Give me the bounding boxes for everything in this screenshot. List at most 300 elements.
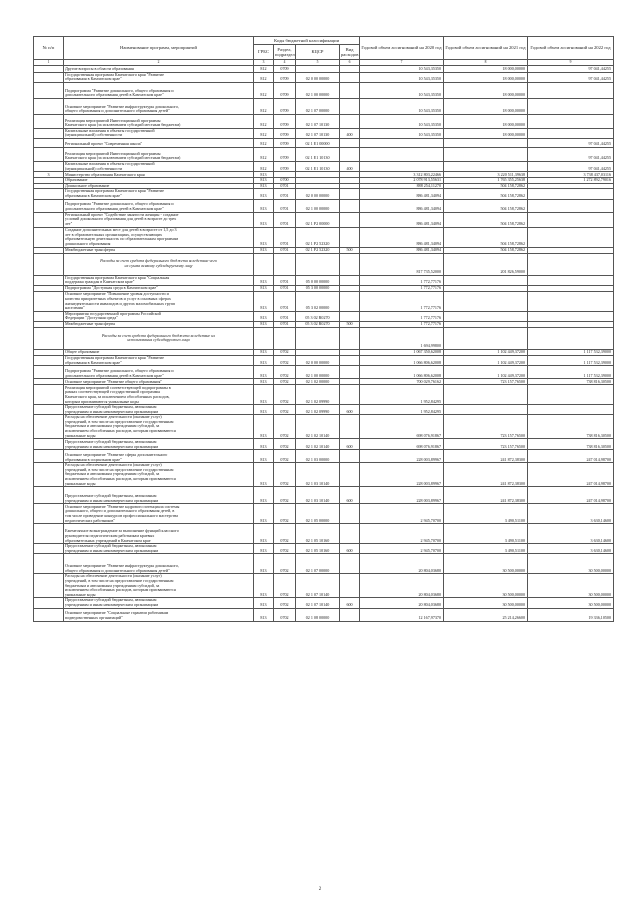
row-amount-2022: 3 630,14600 <box>528 544 614 554</box>
row-amount-2022: 247 014,98700 <box>528 487 614 504</box>
row-csr: 02 1 07 00000 <box>296 554 340 574</box>
row-number <box>34 65 64 72</box>
row-name <box>64 366 254 379</box>
name-line: исключением обособленных расходов, которым присваиваются <box>65 428 176 434</box>
name-line: Реализация мероприятий Инвестиционной программы <box>65 117 161 123</box>
name-line: Государственная программа Камчатского края "Развитие <box>65 72 164 77</box>
row-number <box>34 608 64 621</box>
name-line: Основное мероприятие "Развитие кадрового потенциала системы <box>65 503 180 509</box>
index-cell: 4 <box>274 60 296 66</box>
row-name <box>64 554 254 574</box>
table-row <box>34 98 614 114</box>
row-name <box>64 114 254 128</box>
row-amount-2022: 97 041,44255 <box>528 65 614 72</box>
row-csr: 02 1 07 10130 <box>296 128 340 138</box>
row-expense-type: 600 <box>340 544 360 554</box>
table-row <box>34 574 614 598</box>
row-grbs <box>254 253 274 275</box>
table-row <box>34 82 614 98</box>
row-amount-2020: 1 952,84295 <box>360 405 444 415</box>
name-line: Региональный проект "Современная школа" <box>65 141 143 147</box>
row-amount-2022 <box>528 405 614 415</box>
row-section: 0709 <box>274 114 296 128</box>
name-line: Предоставление субсидий бюджетным, автономным <box>65 404 157 410</box>
row-section: 0709 <box>274 98 296 114</box>
row-amount-2021: 3 220 511,39638 <box>444 172 528 178</box>
row-csr <box>296 327 340 349</box>
row-amount-2022: 3 630,14600 <box>528 504 614 524</box>
budget-table <box>33 36 614 622</box>
row-amount-2020: 2 078 913,55631 <box>360 178 444 184</box>
row-name <box>64 212 254 227</box>
row-grbs: 813 <box>254 275 274 285</box>
name-line: исключением обособленных расходов, которым присваиваются <box>65 476 176 482</box>
row-section: 0702 <box>274 385 296 405</box>
row-number <box>34 327 64 349</box>
table-row <box>34 161 614 171</box>
row-name <box>64 161 254 171</box>
name-line: исключением обособленных расходов, которым присваиваются <box>65 587 176 593</box>
table-row <box>34 608 614 621</box>
row-section: 0702 <box>274 487 296 504</box>
table-row <box>34 366 614 379</box>
row-number <box>34 355 64 365</box>
row-grbs: 813 <box>254 504 274 524</box>
row-grbs: 813 <box>254 247 274 253</box>
row-name <box>64 128 254 138</box>
row-amount-2022: 97 041,44255 <box>528 138 614 147</box>
row-amount-2021: 30 500,00000 <box>444 574 528 598</box>
name-line: руководителя педагогическим работникам краевых <box>65 533 155 539</box>
row-amount-2020: 886 481,34094 <box>360 247 444 253</box>
name-line: Камчатского края (за исключением субсидий местным бюджетам) <box>65 155 181 161</box>
row-amount-2020: 10 543,35350 <box>360 82 444 98</box>
row-csr: 02 1 02 10140 <box>296 439 340 450</box>
name-line: условий дошкольного образования для детей в возрасте до трех <box>65 216 177 222</box>
row-amount-2021: 241 872,38300 <box>444 450 528 463</box>
row-amount-2020: 12 167,97370 <box>360 608 444 621</box>
row-expense-type: 600 <box>340 598 360 608</box>
row-amount-2020: 1 066 806,62008 <box>360 366 444 379</box>
row-name <box>64 598 254 608</box>
row-amount-2020 <box>360 161 444 171</box>
row-csr: 02 1 P2 00000 <box>296 212 340 227</box>
row-name <box>64 574 254 598</box>
row-grbs: 813 <box>254 189 274 199</box>
row-section: 0702 <box>274 366 296 379</box>
name-line: учреждениям и иным некоммерческим организациям <box>65 601 159 607</box>
name-line: Основное мероприятие "Социальные гарантии работникам <box>65 610 169 616</box>
row-csr: 02 1 02 00000 <box>296 379 340 385</box>
row-amount-2021: 1 765 355,25638 <box>444 178 528 184</box>
row-amount-2021 <box>444 311 528 321</box>
row-section: 0709 <box>274 138 296 147</box>
row-grbs: 813 <box>254 450 274 463</box>
row-amount-2022 <box>528 227 614 247</box>
row-expense-type <box>340 327 360 349</box>
row-expense-type <box>340 98 360 114</box>
name-line: Образование <box>65 177 88 183</box>
name-line: дополнительного образования детей в Камчатском крае" <box>65 92 164 98</box>
row-expense-type: 600 <box>340 487 360 504</box>
row-amount-2020: 228 003,89967 <box>360 450 444 463</box>
row-name <box>64 275 254 285</box>
name-line: бюджетным и автономным учреждениям субсидий, за <box>65 582 160 588</box>
table-row <box>34 212 614 227</box>
name-line: дошкольного, общего и дополнительного образования детей, в <box>65 508 175 514</box>
table-row <box>34 253 614 275</box>
name-line: Реализация мероприятий соответствующей подпрограммы в <box>65 384 171 390</box>
row-amount-2020: 3 312 803,22466 <box>360 172 444 178</box>
row-expense-type <box>340 253 360 275</box>
row-name <box>64 487 254 504</box>
row-amount-2021: 30 500,00000 <box>444 598 528 608</box>
table-row <box>34 199 614 212</box>
row-expense-type <box>340 291 360 311</box>
row-expense-type <box>340 72 360 82</box>
row-amount-2020: 20 804,03680 <box>360 554 444 574</box>
row-csr: 02 1 E1 10130 <box>296 147 340 161</box>
row-grbs: 813 <box>254 487 274 504</box>
row-expense-type <box>340 554 360 574</box>
name-line: которым присваиваются уникальные коды <box>65 398 139 404</box>
row-grbs: 812 <box>254 82 274 98</box>
row-section: 0702 <box>274 405 296 415</box>
row-number <box>34 72 64 82</box>
row-amount-2020: 1 772,77176 <box>360 291 444 311</box>
header-year-2020: Годовой объем ассигнований на 2020 год <box>360 37 444 60</box>
table-row <box>34 463 614 487</box>
name-line: образования в социальном крае" <box>65 456 122 462</box>
row-section: 0709 <box>274 147 296 161</box>
row-amount-2020: 10 543,35350 <box>360 98 444 114</box>
row-grbs: 813 <box>254 415 274 439</box>
row-amount-2022: 19 336,10500 <box>528 608 614 621</box>
name-line: Камчатского края, за исключением обособленных расходов, <box>65 393 170 399</box>
row-amount-2022: 738 816,30500 <box>528 415 614 439</box>
row-number <box>34 227 64 247</box>
row-csr: 05 3 02 R0270 <box>296 311 340 321</box>
name-line: общего образования и дополнительного образования детей" <box>65 108 170 114</box>
row-amount-2020: 700 029,76162 <box>360 379 444 385</box>
table-row <box>34 544 614 554</box>
name-line: лет в образовательных организациях, осуществляющих <box>65 231 163 237</box>
row-csr <box>296 253 340 275</box>
row-csr: 02 1 00 00000 <box>296 82 340 98</box>
name-line: Предоставление субсидий бюджетным, автономным <box>65 597 157 603</box>
header-section: Раздел, подраздел <box>274 45 296 60</box>
row-grbs: 813 <box>254 311 274 321</box>
row-section <box>274 253 296 275</box>
row-amount-2020: 10 543,35350 <box>360 128 444 138</box>
row-number <box>34 366 64 379</box>
row-amount-2020: 228 003,89967 <box>360 487 444 504</box>
name-line: Расходы на обеспечение деятельности (оказание услуг) <box>65 414 162 420</box>
row-name <box>64 415 254 439</box>
row-section: 0709 <box>274 65 296 72</box>
row-grbs: 813 <box>254 291 274 311</box>
name-line: Подпрограмма "Развитие дошкольного, общего образования и <box>65 87 174 93</box>
row-amount-2021: 3 490,51100 <box>444 544 528 554</box>
name-line: Расходы на обеспечение деятельности (оказание услуг) <box>65 462 162 468</box>
row-expense-type <box>340 366 360 379</box>
row-amount-2022: 97 041,44255 <box>528 161 614 171</box>
row-number <box>34 544 64 554</box>
row-grbs: 812 <box>254 65 274 72</box>
name-line: образовательных учреждений в Камчатском крае <box>65 537 151 543</box>
row-amount-2021: 504 158,72862 <box>444 199 528 212</box>
header-number: № п/п <box>34 37 64 60</box>
row-name <box>64 311 254 321</box>
row-expense-type: 500 <box>340 321 360 327</box>
row-expense-type <box>340 524 360 544</box>
name-line: качества приоритетных объектов и услуг в основных сферах <box>65 295 171 301</box>
row-section: 0702 <box>274 450 296 463</box>
row-amount-2020: 886 481,34094 <box>360 189 444 199</box>
row-grbs: 813 <box>254 379 274 385</box>
row-amount-2022 <box>528 253 614 275</box>
row-number <box>34 598 64 608</box>
name-line: Подпрограмма "Развитие дошкольного, общего образования и <box>65 201 174 207</box>
row-name <box>64 138 254 147</box>
row-amount-2022: 30 500,00000 <box>528 554 614 574</box>
row-amount-2020: 1 772,77176 <box>360 275 444 285</box>
row-amount-2020: 698 076,91867 <box>360 415 444 439</box>
name-line: Расходы на обеспечение деятельности (оказание услуг) <box>65 573 162 579</box>
row-amount-2020: 1 952,84295 <box>360 385 444 405</box>
note-line: Расходы за счет средств федерального бюджета вследствие их <box>101 332 216 338</box>
row-amount-2022 <box>528 98 614 114</box>
name-line: учреждениям и иным некоммерческим организациям <box>65 408 159 414</box>
row-amount-2022: 1 272 892,79016 <box>528 178 614 184</box>
row-number <box>34 147 64 161</box>
row-section: 0709 <box>274 128 296 138</box>
row-amount-2020: 1 694,99800 <box>360 327 444 349</box>
row-amount-2021: 1 102 449,37200 <box>444 355 528 365</box>
header-name: Наименование программ, мероприятий <box>64 37 254 60</box>
row-amount-2022 <box>528 114 614 128</box>
row-number <box>34 504 64 524</box>
row-grbs: 813 <box>254 608 274 621</box>
row-amount-2022: 97 041,44255 <box>528 147 614 161</box>
row-csr: 02 1 07 00000 <box>296 98 340 114</box>
row-number <box>34 161 64 171</box>
row-section: 0702 <box>274 349 296 355</box>
row-amount-2021: 18 000,00000 <box>444 114 528 128</box>
row-grbs: 812 <box>254 98 274 114</box>
row-amount-2020: 20 804,03680 <box>360 574 444 598</box>
name-line: том числе проведение конкурсов профессионального мастерства <box>65 513 178 519</box>
row-csr: 02 1 05 00000 <box>296 504 340 524</box>
name-line: Министерство образования Камчатского края <box>65 171 145 177</box>
row-grbs: 813 <box>254 366 274 379</box>
row-number <box>34 253 64 275</box>
row-amount-2022 <box>528 275 614 285</box>
row-amount-2022: 97 041,44255 <box>528 72 614 82</box>
row-grbs: 813 <box>254 227 274 247</box>
name-line: учреждений, в том числе на предоставление государственным <box>65 578 174 583</box>
row-amount-2021: 30 500,00000 <box>444 554 528 574</box>
row-expense-type <box>340 311 360 321</box>
row-amount-2022 <box>528 199 614 212</box>
row-amount-2022 <box>528 128 614 138</box>
name-line: (муниципальной) собственности <box>65 165 123 171</box>
name-line: Камчатского края (за исключением субсидий местным бюджетам) <box>65 122 181 128</box>
name-line: Предоставление субсидий бюджетным, автономным <box>65 439 157 445</box>
row-grbs: 812 <box>254 114 274 128</box>
budget-table-sheet <box>33 36 613 622</box>
row-grbs <box>254 327 274 349</box>
index-cell: 6 <box>340 60 360 66</box>
row-amount-2020: 1 772,77176 <box>360 311 444 321</box>
row-section: 0702 <box>274 524 296 544</box>
row-expense-type <box>340 199 360 212</box>
row-number <box>34 574 64 598</box>
name-line: Региональный проект "Содействие занятости женщин - создание <box>65 212 179 217</box>
row-amount-2021 <box>444 405 528 415</box>
row-amount-2020: 1 067 350,62008 <box>360 349 444 355</box>
name-line: Реализация мероприятий Инвестиционной программы <box>65 150 161 156</box>
row-csr: 05 3 02 R0270 <box>296 321 340 327</box>
row-expense-type <box>340 574 360 598</box>
row-csr: 02 1 02 09990 <box>296 385 340 405</box>
row-number <box>34 385 64 405</box>
row-number <box>34 128 64 138</box>
name-line: образования в Камчатском крае" <box>65 192 122 198</box>
row-expense-type <box>340 608 360 621</box>
name-line: Основное мероприятие "Развитие инфраструктуры дошкольного, <box>65 103 180 109</box>
name-line: учреждениям и иным некоммерческим организациям <box>65 497 159 503</box>
row-csr: 02 1 03 10140 <box>296 463 340 487</box>
name-line: Подпрограмма "Развитие дошкольного, общего образования и <box>65 367 174 373</box>
row-amount-2021: 18 000,00000 <box>444 128 528 138</box>
note-line: использования субсидируемого лица <box>127 337 190 343</box>
row-expense-type <box>340 114 360 128</box>
row-name <box>64 544 254 554</box>
row-amount-2020: 886 481,34094 <box>360 199 444 212</box>
row-amount-2022: 247 014,98700 <box>528 463 614 487</box>
row-number <box>34 415 64 439</box>
row-section: 0700 <box>274 178 296 184</box>
row-note <box>64 327 254 349</box>
name-line: Основное мероприятие "Развитие инфраструктуры дошкольного, <box>65 563 180 569</box>
row-number <box>34 212 64 227</box>
table-row <box>34 311 614 321</box>
row-amount-2020: 2 945,70700 <box>360 544 444 554</box>
row-number <box>34 524 64 544</box>
header-csr: КЦСР <box>296 45 340 60</box>
name-line: Основное мероприятие "Развитие общего образования" <box>65 378 163 384</box>
name-line: Капитальные вложения в объекты государственной <box>65 128 155 133</box>
name-line: учреждений, в том числе на предоставление государственным <box>65 418 174 424</box>
row-amount-2022: 1 117 532,39000 <box>528 366 614 379</box>
row-amount-2020: 10 543,35350 <box>360 72 444 82</box>
row-amount-2020: 2 945,70700 <box>360 524 444 544</box>
name-line: Мероприятия государственной программы Российской <box>65 311 161 316</box>
name-line: Подпрограмма "Доступная среда в Камчатском крае" <box>65 285 158 291</box>
row-amount-2021: 25 214,26600 <box>444 608 528 621</box>
row-amount-2022 <box>528 385 614 405</box>
header-year-2021: Годовой объем ассигнований на 2021 год <box>444 37 528 60</box>
row-name <box>64 72 254 82</box>
row-section: 0701 <box>274 189 296 199</box>
row-section: 0701 <box>274 321 296 327</box>
table-row <box>34 554 614 574</box>
row-csr: 02 1 07 10140 <box>296 598 340 608</box>
row-number <box>34 311 64 321</box>
row-amount-2022: 738 816,30500 <box>528 379 614 385</box>
row-amount-2021: 723 157,76500 <box>444 439 528 450</box>
row-csr: 05 3 00 00000 <box>296 285 340 291</box>
row-amount-2020: 2 945,70700 <box>360 504 444 524</box>
table-row <box>34 439 614 450</box>
row-grbs: 813 <box>254 574 274 598</box>
row-expense-type: 400 <box>340 128 360 138</box>
row-amount-2021: 241 872,38300 <box>444 463 528 487</box>
row-grbs: 813 <box>254 199 274 212</box>
row-csr: 02 1 E1 00000 <box>296 138 340 147</box>
row-number: 3 <box>34 172 64 178</box>
row-grbs: 813 <box>254 355 274 365</box>
name-line: населения" <box>65 305 85 311</box>
row-note <box>64 253 254 275</box>
row-amount-2021 <box>444 291 528 311</box>
name-line: (муниципальной) собственности <box>65 132 123 138</box>
table-row <box>34 405 614 415</box>
name-line: бюджетным и автономным учреждениям субсидий, за <box>65 423 160 429</box>
row-csr: 02 1 03 10140 <box>296 487 340 504</box>
page-number: 2 <box>318 887 322 892</box>
row-name <box>64 147 254 161</box>
row-amount-2022: 738 816,30500 <box>528 439 614 450</box>
table-row <box>34 65 614 72</box>
name-line: Федерации "Доступная среда" <box>65 315 118 321</box>
row-amount-2022 <box>528 311 614 321</box>
row-section: 0702 <box>274 544 296 554</box>
row-csr: 02 1 02 10140 <box>296 415 340 439</box>
table-header <box>34 37 614 66</box>
row-amount-2022 <box>528 189 614 199</box>
name-line: Другие вопросы в области образования <box>65 66 134 71</box>
row-amount-2021: 18 000,00000 <box>444 98 528 114</box>
row-grbs: 813 <box>254 544 274 554</box>
row-amount-2021: 18 000,00000 <box>444 72 528 82</box>
name-line: Государственная программа Камчатского края "Развитие <box>65 355 164 360</box>
row-amount-2021: 201 826,59000 <box>444 253 528 275</box>
row-name <box>64 504 254 524</box>
row-section: 0701 <box>274 183 296 189</box>
row-amount-2021: 1 102 449,37200 <box>444 349 528 355</box>
row-section: 0702 <box>274 574 296 598</box>
name-line: Дошкольное образование <box>65 183 110 188</box>
row-name <box>64 199 254 212</box>
row-amount-2021 <box>444 385 528 405</box>
row-amount-2022: 30 500,00000 <box>528 598 614 608</box>
row-amount-2021: 504 158,72862 <box>444 189 528 199</box>
row-grbs: 813 <box>254 285 274 291</box>
name-line: общего образования и дополнительного образования детей" <box>65 567 170 573</box>
name-line: Предоставление субсидий бюджетным, автономным <box>65 493 157 499</box>
row-csr: 02 1 05 10160 <box>296 544 340 554</box>
row-section: 0709 <box>274 161 296 171</box>
row-amount-2022 <box>528 327 614 349</box>
row-grbs: 813 <box>254 598 274 608</box>
index-cell: 8 <box>444 60 528 66</box>
row-grbs: 813 <box>254 405 274 415</box>
name-line: Основное мероприятие "Развитие сферы дополнительного <box>65 452 168 458</box>
row-number <box>34 114 64 128</box>
name-line: дополнительного образования детей в Камчатском крае" <box>65 205 164 211</box>
